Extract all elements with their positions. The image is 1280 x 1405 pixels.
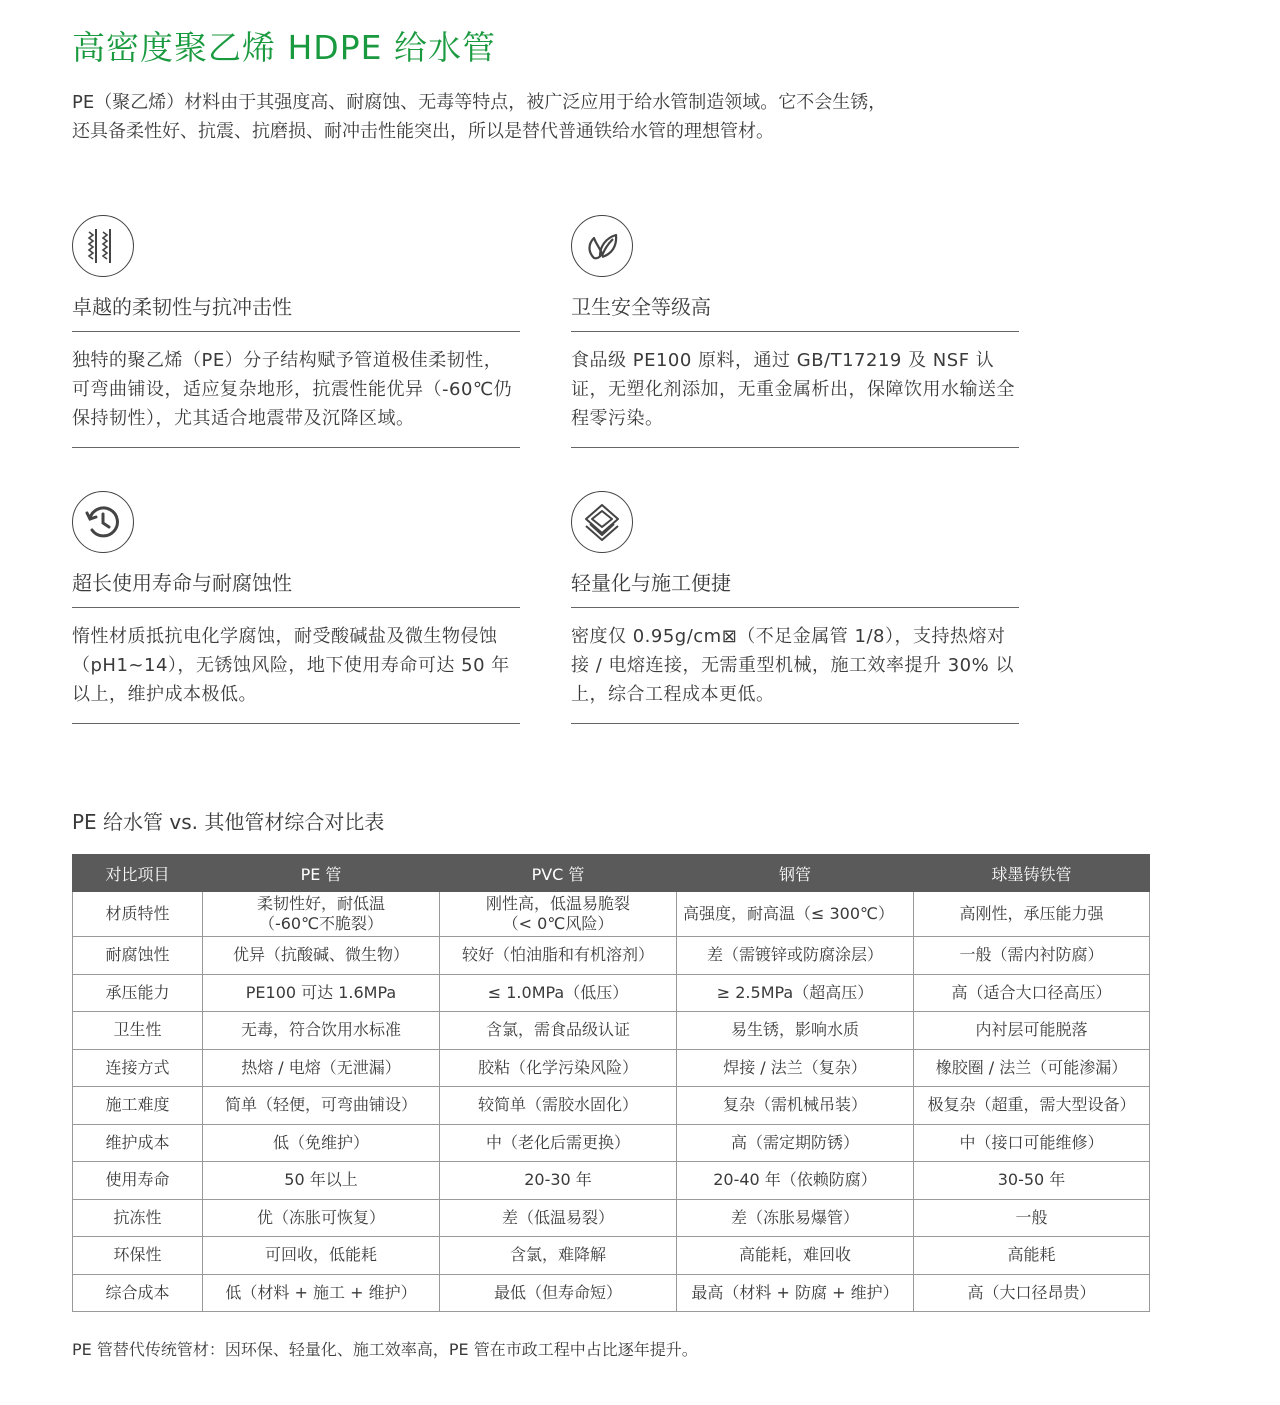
feature-lightweight: [571, 491, 1019, 724]
flexible-pipe-icon: [72, 215, 134, 277]
table-cell: PE100 可达 1.6MPa: [203, 974, 440, 1012]
table-cell: 差（低温易裂）: [440, 1199, 677, 1237]
table-cell: 焊接 / 法兰（复杂）: [677, 1049, 914, 1087]
row-label-cell: 连接方式: [73, 1049, 203, 1087]
row-label-cell: 维护成本: [73, 1124, 203, 1162]
table-cell: 可回收，低能耗: [203, 1237, 440, 1275]
table-cell: 差（需镀锌或防腐涂层）: [677, 937, 914, 975]
table-row: [73, 892, 1150, 937]
table-row: [73, 1012, 1150, 1050]
table-cell: 中（接口可能维修）: [914, 1124, 1150, 1162]
table-cell: 无毒，符合饮用水标准: [203, 1012, 440, 1050]
table-cell: 高刚性，承压能力强: [914, 892, 1150, 937]
header-cell: 钢管: [677, 855, 914, 892]
table-cell: 极复杂（超重，需大型设备）: [914, 1087, 1150, 1125]
table-row: [73, 937, 1150, 975]
comparison-table: [72, 854, 1150, 1312]
table-cell: 最高（材料 + 防腐 + 维护）: [677, 1274, 914, 1312]
table-row: [73, 1049, 1150, 1087]
footnote: PE 管替代传统管材：因环保、轻量化、施工效率高，PE 管在市政工程中占比逐年提升。: [72, 1340, 698, 1359]
table-cell: 复杂（需机械吊装）: [677, 1087, 914, 1125]
feature-flexibility: [72, 215, 520, 448]
table-row: [73, 1124, 1150, 1162]
table-cell: 橡胶圈 / 法兰（可能渗漏）: [914, 1049, 1150, 1087]
header-cell: PVC 管: [440, 855, 677, 892]
table-title: PE 给水管 vs. 其他管材综合对比表: [72, 810, 385, 834]
feature-description: 独特的聚乙烯（PE）分子结构赋予管道极佳柔韧性，可弯曲铺设，适应复杂地形，抗震性能优异（-60℃仍保持韧性），尤其适合地震带及沉降区域。: [72, 332, 520, 448]
table-cell: 胶粘（化学污染风险）: [440, 1049, 677, 1087]
table-cell: 较简单（需胶水固化）: [440, 1087, 677, 1125]
table-row: [73, 1274, 1150, 1312]
table-cell: 高（需定期防锈）: [677, 1124, 914, 1162]
row-label-cell: 卫生性: [73, 1012, 203, 1050]
table-row: [73, 1087, 1150, 1125]
table-cell: 差（冻胀易爆管）: [677, 1199, 914, 1237]
feature-description: 食品级 PE100 原料，通过 GB/T17219 及 NSF 认证，无塑化剂添加，无重金属析出，保障饮用水输送全程零污染。: [571, 332, 1019, 448]
layers-icon: [571, 491, 633, 553]
table-cell: 最低（但寿命短）: [440, 1274, 677, 1312]
table-cell: 刚性高，低温易脆裂 （< 0℃风险）: [440, 892, 677, 937]
feature-title: 超长使用寿命与耐腐蚀性: [72, 567, 520, 608]
row-label-cell: 承压能力: [73, 974, 203, 1012]
table-cell: 中（老化后需更换）: [440, 1124, 677, 1162]
table-cell: 30-50 年: [914, 1162, 1150, 1200]
table-cell: 含氯，需食品级认证: [440, 1012, 677, 1050]
table-cell: 高能耗，难回收: [677, 1237, 914, 1275]
feature-description: 惰性材质抵抗电化学腐蚀，耐受酸碱盐及微生物侵蚀（pH1~14），无锈蚀风险，地下使用寿命可达 50 年以上，维护成本极低。: [72, 608, 520, 724]
table-cell: 一般（需内衬防腐）: [914, 937, 1150, 975]
table-row: [73, 974, 1150, 1012]
row-label-cell: 施工难度: [73, 1087, 203, 1125]
table-cell: 高（适合大口径高压）: [914, 974, 1150, 1012]
table-cell: 一般: [914, 1199, 1150, 1237]
table-cell: 热熔 / 电熔（无泄漏）: [203, 1049, 440, 1087]
table-cell: 内衬层可能脱落: [914, 1012, 1150, 1050]
table-cell: 优（冻胀可恢复）: [203, 1199, 440, 1237]
feature-title: 卫生安全等级高: [571, 291, 1019, 332]
feature-lifespan: [72, 491, 520, 724]
intro-paragraph: [72, 88, 952, 146]
header-cell: 球墨铸铁管: [914, 855, 1150, 892]
table-cell: 50 年以上: [203, 1162, 440, 1200]
header-cell: PE 管: [203, 855, 440, 892]
feature-hygiene: [571, 215, 1019, 448]
table-cell: 高（大口径昂贵）: [914, 1274, 1150, 1312]
page-title: 高密度聚乙烯 HDPE 给水管: [72, 28, 496, 67]
leaf-icon: [571, 215, 633, 277]
table-cell: 较好（怕油脂和有机溶剂）: [440, 937, 677, 975]
table-header-row: [73, 855, 1150, 892]
row-label-cell: 环保性: [73, 1237, 203, 1275]
clock-history-icon: [72, 491, 134, 553]
table-cell: 高强度，耐高温（≤ 300℃）: [677, 892, 914, 937]
table-cell: 高能耗: [914, 1237, 1150, 1275]
table-cell: ≥ 2.5MPa（超高压）: [677, 974, 914, 1012]
row-label-cell: 耐腐蚀性: [73, 937, 203, 975]
table-cell: 低（免维护）: [203, 1124, 440, 1162]
table-row: [73, 1199, 1150, 1237]
table-cell: 含氯，难降解: [440, 1237, 677, 1275]
feature-title: 轻量化与施工便捷: [571, 567, 1019, 608]
table-row: [73, 1237, 1150, 1275]
table-cell: 易生锈，影响水质: [677, 1012, 914, 1050]
table-cell: 20-40 年（依赖防腐）: [677, 1162, 914, 1200]
table-cell: 20-30 年: [440, 1162, 677, 1200]
row-label-cell: 综合成本: [73, 1274, 203, 1312]
feature-title: 卓越的柔韧性与抗冲击性: [72, 291, 520, 332]
feature-description: 密度仅 0.95g/cm⊠（不足金属管 1/8），支持热熔对接 / 电熔连接，无需重型机械，施工效率提升 30% 以上，综合工程成本更低。: [571, 608, 1019, 724]
table-cell: ≤ 1.0MPa（低压）: [440, 974, 677, 1012]
table-cell: 低（材料 + 施工 + 维护）: [203, 1274, 440, 1312]
intro-line-1: PE（聚乙烯）材料由于其强度高、耐腐蚀、无毒等特点，被广泛应用于给水管制造领域。它不会生锈，: [72, 92, 887, 113]
row-label-cell: 抗冻性: [73, 1199, 203, 1237]
row-label-cell: 材质特性: [73, 892, 203, 937]
table-row: [73, 1162, 1150, 1200]
table-cell: 优异（抗酸碱、微生物）: [203, 937, 440, 975]
header-cell: 对比项目: [73, 855, 203, 892]
row-label-cell: 使用寿命: [73, 1162, 203, 1200]
intro-line-2: 还具备柔性好、抗震、抗磨损、耐冲击性能突出，所以是替代普通铁给水管的理想管材。: [72, 121, 774, 142]
table-cell: 简单（轻便，可弯曲铺设）: [203, 1087, 440, 1125]
table-cell: 柔韧性好，耐低温 （-60℃不脆裂）: [203, 892, 440, 937]
